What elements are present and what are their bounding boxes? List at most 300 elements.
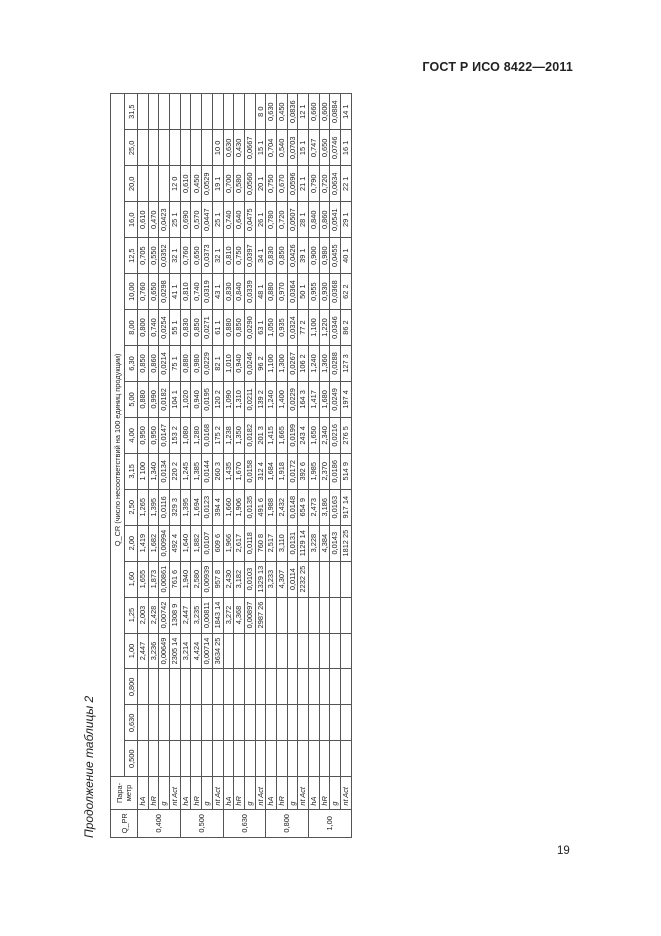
table-cell (255, 705, 266, 741)
table-cell: 1,640 (180, 525, 191, 561)
table-cell: 1,010 (223, 346, 234, 382)
table-cell (319, 633, 330, 669)
table-cell: 609 6 (212, 525, 223, 561)
table-cell: 0,0352 (159, 238, 170, 274)
table-cell: 1,265 (138, 489, 149, 525)
table-cell: 0,0123 (202, 489, 213, 525)
table-cell (255, 741, 266, 777)
table-cell (319, 741, 330, 777)
table-cell: 0,0144 (202, 453, 213, 489)
qcr-column-header: 6,30 (125, 346, 138, 382)
table-cell (170, 741, 181, 777)
param-symbol: hR (191, 777, 202, 809)
table-cell: 0,0541 (330, 202, 341, 238)
param-symbol: g (159, 777, 170, 809)
param-symbol: nt Act (341, 777, 352, 809)
table-cell: 0,610 (180, 166, 191, 202)
table-cell: 1,310 (234, 381, 245, 417)
table-cell: 20 1 (255, 166, 266, 202)
table-cell: 0,600 (319, 94, 330, 130)
table-cell: 1,020 (180, 381, 191, 417)
table-cell (138, 741, 149, 777)
table-cell: 3,236 (148, 633, 159, 669)
table-cell: 10 0 (212, 130, 223, 166)
table-row (330, 94, 341, 838)
table-cell (223, 94, 234, 130)
table-cell: 63 1 (255, 310, 266, 346)
table-row (180, 94, 191, 838)
table-cell: 1,340 (148, 453, 159, 489)
qcr-column-header: 0,800 (125, 669, 138, 705)
table-cell: 1,684 (266, 453, 277, 489)
table-cell (341, 741, 352, 777)
table-cell: 0,650 (148, 274, 159, 310)
table-cell: 40 1 (341, 238, 352, 274)
table-cell: 0,720 (319, 166, 330, 202)
param-symbol: hA (180, 777, 191, 809)
table-cell: 0,980 (319, 238, 330, 274)
table-cell: 0,0746 (330, 130, 341, 166)
table-cell: 0,740 (148, 310, 159, 346)
table-cell (138, 130, 149, 166)
table-cell: 1,694 (191, 489, 202, 525)
table-cell: 0,990 (148, 381, 159, 417)
table-cell: 1 100 (138, 453, 149, 489)
table-cell: 3,235 (191, 597, 202, 633)
table-cell: 1,985 (309, 453, 320, 489)
table-cell (180, 705, 191, 741)
table-cell: 3,214 (180, 633, 191, 669)
table-cell: 2305 14 (170, 633, 181, 669)
table-cell (319, 561, 330, 597)
table-cell: 0,00994 (159, 525, 170, 561)
table-row (276, 94, 287, 838)
table-cell: 1,385 (191, 453, 202, 489)
table-cell: 0,980 (191, 346, 202, 382)
table-cell: 12 0 (170, 166, 181, 202)
table-cell: 0,0195 (202, 381, 213, 417)
table-cell: 0,00811 (202, 597, 213, 633)
table-cell (202, 669, 213, 705)
table-cell: 0,880 (223, 310, 234, 346)
table-cell: 0,880 (138, 381, 149, 417)
table-cell: 0,0229 (287, 381, 298, 417)
table-cell: 329 3 (170, 489, 181, 525)
table-row (341, 94, 352, 838)
table-cell: 1,280 (191, 417, 202, 453)
qcr-column-header: 4,00 (125, 417, 138, 453)
table-cell: 0,0135 (244, 489, 255, 525)
table-cell (159, 130, 170, 166)
table-cell: 2,340 (319, 417, 330, 453)
table-cell (341, 705, 352, 741)
qcr-column-header: 2,00 (125, 525, 138, 561)
table-cell: 201 3 (255, 417, 266, 453)
table-cell: 0,0186 (330, 453, 341, 489)
table-cell (309, 633, 320, 669)
table-cell: 2,003 (138, 597, 149, 633)
table-cell: 0,935 (276, 310, 287, 346)
table-cell: 514 9 (341, 453, 352, 489)
table-cell: 0,0172 (287, 453, 298, 489)
table-cell: 1,918 (276, 453, 287, 489)
table-cell (255, 633, 266, 669)
table-cell (330, 741, 341, 777)
table-cell: 2,473 (309, 489, 320, 525)
table-cell: 1,395 (148, 489, 159, 525)
standard-header: ГОСТ Р ИСО 8422—2011 (422, 60, 573, 74)
table-cell: 0,720 (276, 202, 287, 238)
table-cell (234, 94, 245, 130)
table-cell: 0,0319 (202, 274, 213, 310)
param-symbol: hA (138, 777, 149, 809)
table-cell: 0,860 (148, 346, 159, 382)
table-cell: 55 1 (170, 310, 181, 346)
table-cell: 127 3 (341, 346, 352, 382)
table-cell: 2,432 (276, 489, 287, 525)
table-cell: 32 1 (170, 238, 181, 274)
param-symbol: nt Act (170, 777, 181, 809)
table-cell (170, 705, 181, 741)
table-cell: 0,470 (148, 202, 159, 238)
table-cell: 2987 26 (255, 597, 266, 633)
table-cell: 0,0211 (244, 381, 255, 417)
param-header: Пара- метр (111, 777, 138, 809)
table-cell (330, 561, 341, 597)
table-cell: 917 14 (341, 489, 352, 525)
table-cell: 16 1 (341, 130, 352, 166)
table-cell: 0,760 (180, 238, 191, 274)
sampling-table (110, 93, 352, 838)
table-cell (276, 705, 287, 741)
table-cell (309, 705, 320, 741)
table-cell: 1,300 (276, 346, 287, 382)
table-cell: 0,750 (266, 166, 277, 202)
qpr-value: 0,400 (138, 809, 181, 837)
table-cell: 0,00897 (244, 597, 255, 633)
table-row (170, 94, 181, 838)
table-cell: 1,220 (319, 310, 330, 346)
table-cell: 8 0 (255, 94, 266, 130)
table-cell: 0,640 (234, 202, 245, 238)
table-cell: 0,0103 (244, 561, 255, 597)
param-symbol: g (202, 777, 213, 809)
table-row (244, 94, 255, 838)
table-cell: 0,0134 (159, 453, 170, 489)
table-cell: 1308 9 (170, 597, 181, 633)
table-cell (298, 597, 309, 633)
table-row (223, 94, 234, 838)
param-symbol: nt Act (255, 777, 266, 809)
table-cell (138, 166, 149, 202)
table-cell (244, 741, 255, 777)
table-cell (266, 669, 277, 705)
qcr-column-header: 10,00 (125, 274, 138, 310)
table-cell: 2,617 (234, 525, 245, 561)
table-cell (319, 597, 330, 633)
table-cell (319, 705, 330, 741)
table-cell: 0,660 (309, 94, 320, 130)
table-cell: 0,0529 (202, 166, 213, 202)
table-cell: 0,850 (234, 310, 245, 346)
table-cell: 4,368 (234, 597, 245, 633)
table-cell: 3,272 (223, 597, 234, 633)
table-cell: 0,0507 (287, 202, 298, 238)
table-cell (148, 741, 159, 777)
table-cell: 0,540 (276, 130, 287, 166)
table-cell: 1,240 (266, 381, 277, 417)
table-cell (234, 741, 245, 777)
table-cell: 0,940 (234, 346, 245, 382)
table-cell: 0,0143 (330, 525, 341, 561)
table-cell: 1,350 (234, 417, 245, 453)
table-cell: 0,950 (138, 417, 149, 453)
table-cell: 34 1 (255, 238, 266, 274)
table-cell: 3,110 (276, 525, 287, 561)
table-cell: 61 1 (212, 310, 223, 346)
qcr-column-header: 0,630 (125, 705, 138, 741)
table-cell: 0,0254 (159, 310, 170, 346)
table-cell: 0,0560 (244, 166, 255, 202)
table-cell: 2,517 (266, 525, 277, 561)
table-cell: 0,850 (138, 346, 149, 382)
table-cell: 139 2 (255, 381, 266, 417)
param-symbol: hR (234, 777, 245, 809)
qcr-column-header: 8,00 (125, 310, 138, 346)
table-cell: 0,850 (191, 310, 202, 346)
table-cell (170, 94, 181, 130)
table-cell: 0,860 (319, 202, 330, 238)
table-row (309, 94, 320, 838)
table-cell: 0,0368 (330, 274, 341, 310)
table-cell: 0,0667 (244, 130, 255, 166)
table-cell (244, 705, 255, 741)
table-cell: 260 3 (212, 453, 223, 489)
table-cell: 0,0703 (287, 130, 298, 166)
table-cell: 1,238 (223, 417, 234, 453)
table-cell: 41 1 (170, 274, 181, 310)
table-cell: 1,670 (234, 453, 245, 489)
table-cell (159, 669, 170, 705)
table-cell: 0,850 (276, 238, 287, 274)
table-cell: 957 8 (212, 561, 223, 597)
table-cell: 29 1 (341, 202, 352, 238)
table-cell (244, 94, 255, 130)
table-cell: 0,690 (180, 202, 191, 238)
table-cell: 2,447 (180, 597, 191, 633)
table-cell: 75 1 (170, 346, 181, 382)
table-cell: 0,0324 (287, 310, 298, 346)
table-cell (180, 94, 191, 130)
table-cell: 14 1 (341, 94, 352, 130)
table-cell: 104 1 (170, 381, 181, 417)
table-cell: 32 1 (212, 238, 223, 274)
table-cell: 392 6 (298, 453, 309, 489)
table-cell: 0,955 (309, 274, 320, 310)
table-cell: 2,370 (319, 453, 330, 489)
table-cell: 0,650 (319, 130, 330, 166)
table-cell: 0,970 (276, 274, 287, 310)
table-cell: 1,882 (191, 525, 202, 561)
table-cell: 0,0596 (287, 166, 298, 202)
table-cell: 0,880 (180, 346, 191, 382)
qpr-value: 0,630 (223, 809, 266, 837)
table-cell: 1,682 (148, 525, 159, 561)
table-cell: 0,0163 (330, 489, 341, 525)
qcr-column-header: 2,50 (125, 489, 138, 525)
table-wrapper (82, 93, 585, 838)
table-cell: 28 1 (298, 202, 309, 238)
table-cell: 15 1 (298, 130, 309, 166)
table-cell (330, 669, 341, 705)
table-cell (234, 705, 245, 741)
table-cell (202, 705, 213, 741)
table-cell (298, 741, 309, 777)
table-cell: 1,415 (266, 417, 277, 453)
table-cell: 0,940 (191, 381, 202, 417)
table-cell: 0,740 (191, 274, 202, 310)
table-cell: 96 2 (255, 346, 266, 382)
table-cell: 0,700 (223, 166, 234, 202)
table-cell: 0,830 (223, 274, 234, 310)
table-cell: 25 1 (212, 202, 223, 238)
table-cell: 1,650 (309, 417, 320, 453)
param-symbol: hR (148, 777, 159, 809)
table-cell: 1,090 (223, 381, 234, 417)
table-cell (180, 669, 191, 705)
table-cell (276, 669, 287, 705)
table-cell: 243 4 (298, 417, 309, 453)
table-cell (148, 669, 159, 705)
table-cell (244, 669, 255, 705)
table-cell (159, 705, 170, 741)
table-cell (287, 741, 298, 777)
table-cell: 0,810 (180, 274, 191, 310)
table-cell: 0,810 (223, 238, 234, 274)
param-symbol: hR (319, 777, 330, 809)
table-cell: 0,0182 (244, 417, 255, 453)
table-cell (330, 705, 341, 741)
table-cell: 175 2 (212, 417, 223, 453)
table-cell: 1,360 (319, 346, 330, 382)
table-cell (266, 597, 277, 633)
table-cell: 0,0229 (202, 346, 213, 382)
table-cell: 50 1 (298, 274, 309, 310)
table-cell (202, 741, 213, 777)
table-cell: 0,0423 (159, 202, 170, 238)
table-cell: 0,0246 (244, 346, 255, 382)
table-cell: 0,580 (234, 166, 245, 202)
table-cell (191, 130, 202, 166)
table-cell (330, 633, 341, 669)
table-cell: 0,0199 (287, 417, 298, 453)
param-symbol: g (330, 777, 341, 809)
table-cell: 0,0107 (202, 525, 213, 561)
table-cell (202, 130, 213, 166)
table-cell (341, 633, 352, 669)
table-cell: 15 1 (255, 130, 266, 166)
table-cell: 43 1 (212, 274, 223, 310)
table-cell (212, 669, 223, 705)
param-symbol: hA (223, 777, 234, 809)
table-row (159, 94, 170, 838)
table-cell (266, 741, 277, 777)
table-cell (287, 597, 298, 633)
table-cell: 0,0298 (159, 274, 170, 310)
table-cell: 0,650 (191, 238, 202, 274)
table-cell: 0,00861 (159, 561, 170, 597)
table-cell: 0,0288 (330, 346, 341, 382)
table-cell: 1,245 (180, 453, 191, 489)
table-cell: 0,747 (309, 130, 320, 166)
table-cell (319, 669, 330, 705)
table-cell: 1,100 (266, 346, 277, 382)
param-symbol: g (244, 777, 255, 809)
table-cell: 0,0634 (330, 166, 341, 202)
table-cell: 0,750 (234, 238, 245, 274)
table-cell: 1,419 (138, 525, 149, 561)
table-cell (298, 633, 309, 669)
table-cell: 0,00939 (202, 561, 213, 597)
table-cell (309, 741, 320, 777)
qcr-column-header: 1,25 (125, 597, 138, 633)
table-row (212, 94, 223, 838)
table-cell: 4,384 (319, 525, 330, 561)
table-cell: 3,233 (266, 561, 277, 597)
page-number: 19 (557, 845, 570, 857)
table-cell (170, 130, 181, 166)
table-cell: 1,665 (276, 417, 287, 453)
qpr-value: 0,500 (180, 809, 223, 837)
table-cell: 0,0131 (287, 525, 298, 561)
table-cell: 22 1 (341, 166, 352, 202)
table-cell (212, 741, 223, 777)
table-cell (276, 597, 287, 633)
table-cell: 0,0373 (202, 238, 213, 274)
table-cell: 0,0271 (202, 310, 213, 346)
table-cell: 492 4 (170, 525, 181, 561)
table-cell: 1,050 (266, 310, 277, 346)
table-cell: 1,873 (148, 561, 159, 597)
param-symbol: hA (309, 777, 320, 809)
table-row (234, 94, 245, 838)
table-cell: 760 8 (255, 525, 266, 561)
table-cell: 48 1 (255, 274, 266, 310)
table-row (255, 94, 266, 838)
table-cell: 0,0216 (330, 417, 341, 453)
table-cell (330, 597, 341, 633)
table-cell: 312 4 (255, 453, 266, 489)
table-cell: 0,0455 (330, 238, 341, 274)
table-cell: 153 2 (170, 417, 181, 453)
qcr-column-header: 0,500 (125, 741, 138, 777)
table-cell: 0,0114 (287, 561, 298, 597)
table-cell: 0,840 (309, 202, 320, 238)
table-cell: 1,080 (180, 417, 191, 453)
table-cell: 0,780 (266, 202, 277, 238)
table-cell: 0,0836 (287, 94, 298, 130)
table-cell: 3,186 (319, 489, 330, 525)
qcr-column-header: 12,5 (125, 238, 138, 274)
table-cell: 1,988 (266, 489, 277, 525)
table-cell: 1,400 (276, 381, 287, 417)
table-cell: 0,00714 (202, 633, 213, 669)
table-cell: 0,0168 (202, 417, 213, 453)
table-row (138, 94, 149, 838)
param-symbol: g (287, 777, 298, 809)
table-cell (234, 633, 245, 669)
table-cell (148, 166, 159, 202)
